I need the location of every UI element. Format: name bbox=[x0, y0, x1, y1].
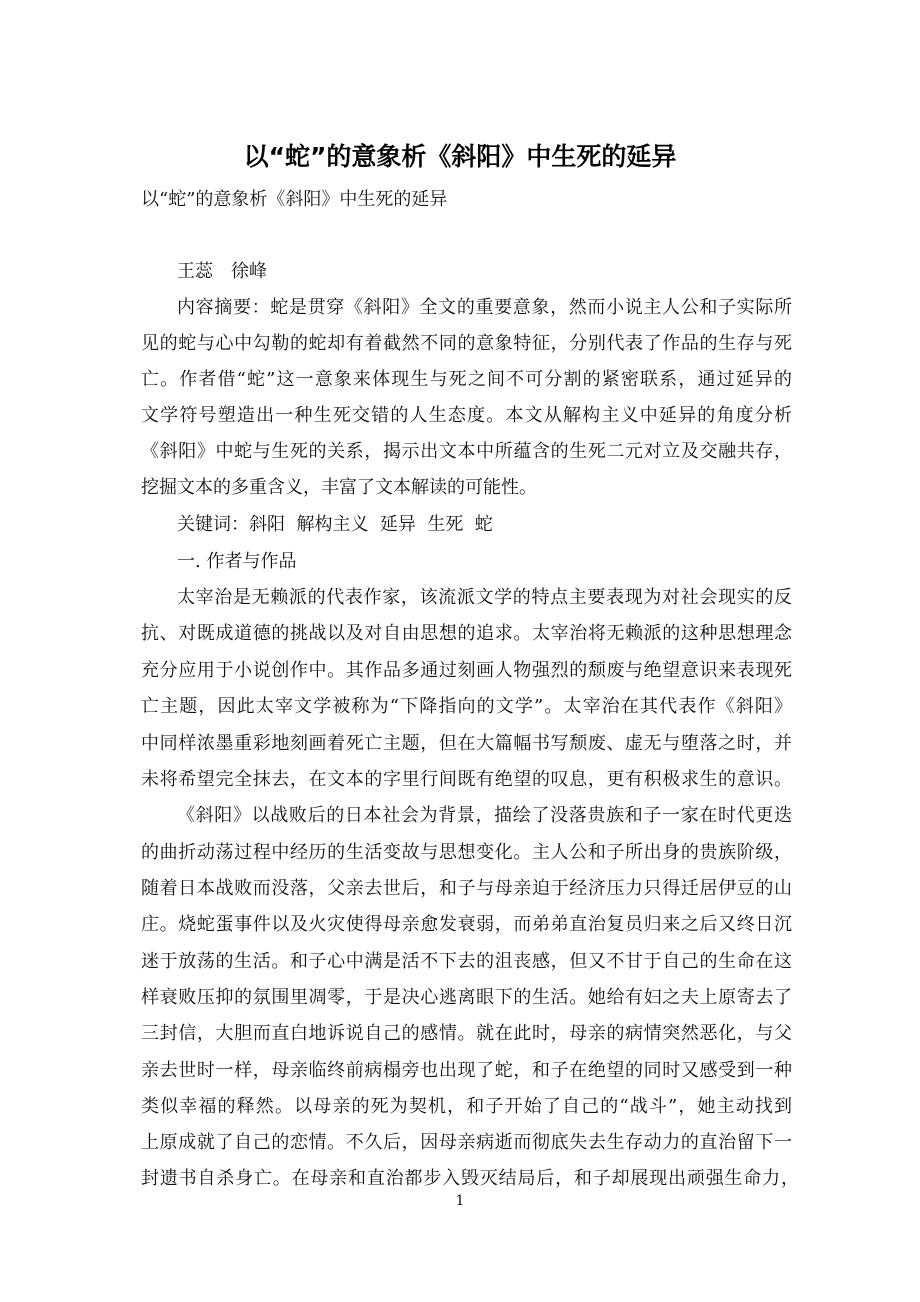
body-line: 亡主题，因此太宰文学被称为“下降指向的文学”。太宰治在其代表作《斜阳》 bbox=[141, 696, 792, 717]
body-line: 封遗书自杀身亡。在母亲和直治都步入毁灭结局后，和子却展现出顽强生命力， bbox=[141, 1168, 799, 1189]
document-title: 以“蛇”的意象析《斜阳》中生死的延异 bbox=[243, 142, 677, 171]
body-line: 太宰治是无赖派的代表作家，该流派文学的特点主要表现为对社会现实的反 bbox=[177, 587, 792, 608]
abstract-line: 《斜阳》中蛇与生死的关系，揭示出文本中所蕴含的生死二元对立及交融共存， bbox=[141, 441, 792, 462]
body-line: 的曲折动荡过程中经历的生活变故与思想变化。主人公和子所出身的贵族阶级， bbox=[141, 842, 792, 863]
section-heading: 一. 作者与作品 bbox=[177, 551, 297, 572]
body-line: 样衰败压抑的氛围里凋零，于是决心逃离眼下的生活。她给有妇之夫上原寄去了 bbox=[141, 987, 792, 1008]
body-line: 抗、对既成道德的挑战以及对自由思想的追求。太宰治将无赖派的这种思想理念 bbox=[141, 623, 792, 644]
page-number: 1 bbox=[455, 1193, 465, 1209]
document-subtitle: 以“蛇”的意象析《斜阳》中生死的延异 bbox=[141, 189, 448, 210]
body-line: 亲去世时一样，母亲临终前病榻旁也出现了蛇，和子在绝望的同时又感受到一种 bbox=[141, 1060, 792, 1081]
keywords: 关键词：斜阳 解构主义 延异 生死 蛇 bbox=[177, 514, 493, 535]
abstract-line: 挖掘文本的多重含义，丰富了文本解读的可能性。 bbox=[141, 477, 537, 498]
abstract-line: 亡。作者借“蛇”这一意象来体现生与死之间不可分割的紧密联系，通过延异的 bbox=[141, 369, 792, 390]
body-line: 随着日本战败而没落，父亲去世后，和子与母亲迫于经济压力只得迁居伊豆的山 bbox=[141, 878, 792, 899]
body-line: 《斜阳》以战败后的日本社会为背景，描绘了没落贵族和子一家在时代更迭 bbox=[177, 805, 792, 826]
body-line: 未将希望完全抹去，在文本的字里行间既有绝望的叹息，更有积极求生的意识。 bbox=[141, 769, 792, 790]
body-line: 上原成就了自己的恋情。不久后，因母亲病逝而彻底失去生存动力的直治留下一 bbox=[141, 1132, 792, 1153]
body-line: 中同样浓墨重彩地刻画着死亡主题，但在大篇幅书写颓废、虚无与堕落之时，并 bbox=[141, 733, 792, 754]
body-line: 充分应用于小说创作中。其作品多通过刻画人物强烈的颓废与绝望意识来表现死 bbox=[141, 660, 792, 681]
body-line: 迷于放荡的生活。和子心中满是活不下去的沮丧感，但又不甘于自己的生命在这 bbox=[141, 951, 792, 972]
abstract-line: 文学符号塑造出一种生死交错的人生态度。本文从解构主义中延异的角度分析 bbox=[141, 405, 792, 426]
body-line: 类似幸福的释然。以母亲的死为契机，和子开始了自己的“战斗”，她主动找到 bbox=[141, 1096, 792, 1117]
abstract-line: 见的蛇与心中勾勒的蛇却有着截然不同的意象特征，分别代表了作品的生存与死 bbox=[141, 333, 792, 354]
body-line: 三封信，大胆而直白地诉说自己的感情。就在此时，母亲的病情突然恶化，与父 bbox=[141, 1023, 792, 1044]
abstract-line: 内容摘要：蛇是贯穿《斜阳》全文的重要意象，然而小说主人公和子实际所 bbox=[177, 297, 792, 318]
authors: 王蕊 徐峰 bbox=[177, 261, 267, 282]
body-line: 庄。烧蛇蛋事件以及火灾使得母亲愈发衰弱，而弟弟直治复员归来之后又终日沉 bbox=[141, 914, 792, 935]
